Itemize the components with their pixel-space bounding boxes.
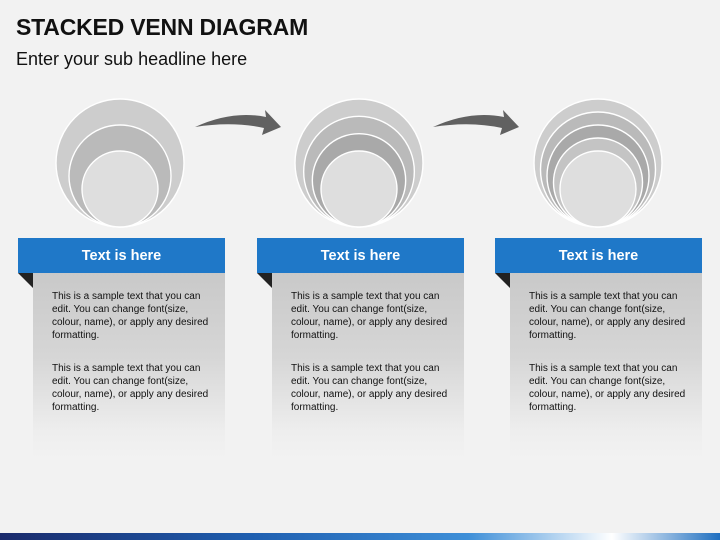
card-fold	[18, 273, 33, 288]
venn-ring	[560, 151, 636, 227]
card-heading: Text is here	[495, 238, 702, 273]
page-subtitle: Enter your sub headline here	[16, 49, 248, 69]
page-title: STACKED VENN DIAGRAM	[16, 14, 309, 40]
card-paragraph-2: This is a sample text that you can edit. You can change font(size, colour, name), or apply any desired formatting.	[529, 363, 686, 413]
card-heading: Text is here	[18, 238, 225, 273]
card-paragraph-1: This is a sample text that you can edit. You can change font(size, colour, name), or apply any desired formatting.	[291, 291, 448, 341]
bottom-accent-bar	[0, 533, 720, 540]
card-fold	[257, 273, 272, 288]
text-card-3	[495, 238, 702, 460]
card-paragraph-2: This is a sample text that you can edit. You can change font(size, colour, name), or apply any desired formatting.	[291, 363, 448, 413]
venn-ring	[321, 151, 397, 227]
curved-arrow-icon	[433, 110, 519, 135]
card-fold	[495, 273, 510, 288]
text-card-2	[257, 238, 464, 460]
curved-arrow-icon	[195, 110, 281, 135]
venn-stack-2	[295, 99, 423, 227]
card-paragraph-1: This is a sample text that you can edit. You can change font(size, colour, name), or apply any desired formatting.	[529, 291, 686, 341]
text-card-1	[18, 238, 225, 460]
card-heading: Text is here	[257, 238, 464, 273]
venn-stack-3	[534, 99, 662, 227]
venn-stack-1	[56, 99, 184, 227]
card-paragraph-2: This is a sample text that you can edit. You can change font(size, colour, name), or apply any desired formatting.	[52, 363, 209, 413]
venn-ring	[82, 151, 158, 227]
card-paragraph-1: This is a sample text that you can edit. You can change font(size, colour, name), or apply any desired formatting.	[52, 291, 209, 341]
